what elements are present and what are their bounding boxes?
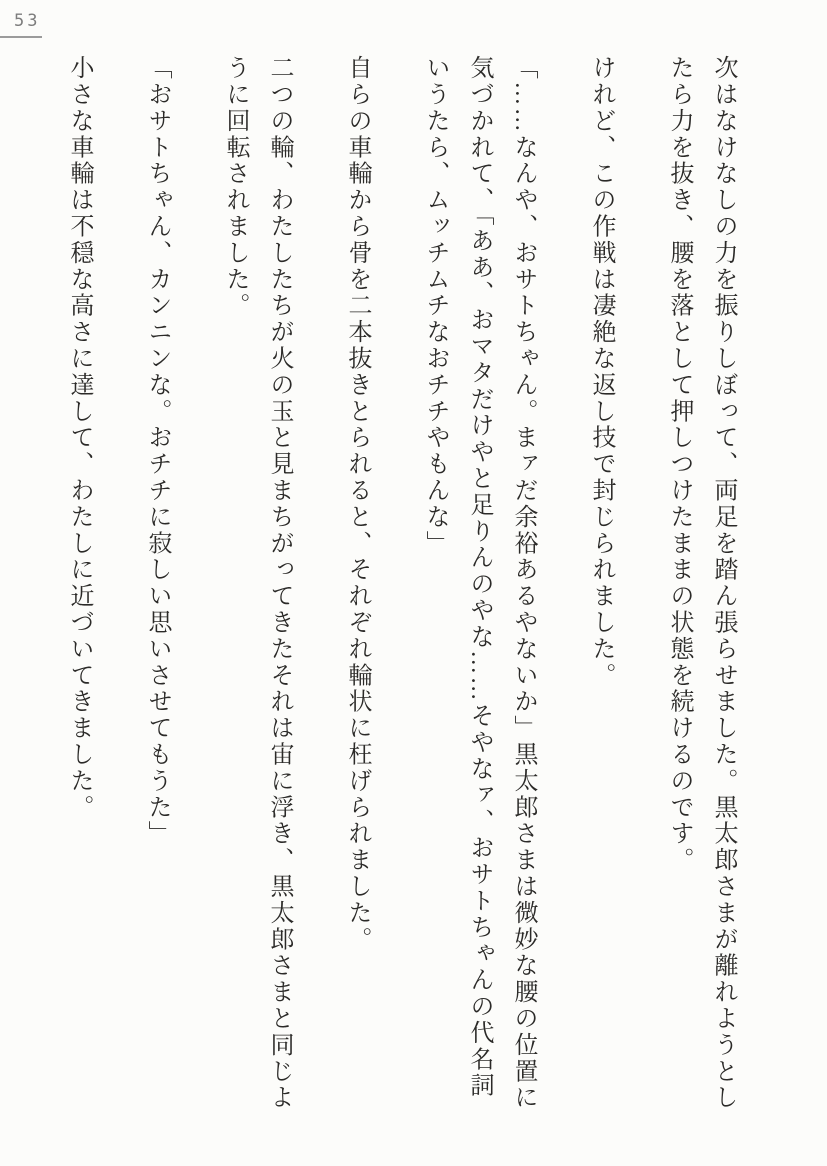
text-line: うに回転されました。 — [222, 55, 248, 319]
text-line: 自らの車輪から骨を二本抜きとられると、それぞれ輪状に枉げられました。 — [344, 55, 370, 953]
paragraph — [413, 55, 545, 1117]
text-line: 二つの輪、わたしたちが火の玉と見まちがってきたそれは宙に浮き、黒太郎さまと同じよ — [266, 55, 292, 1111]
text-line: 次はなけなしの力を振りしぼって、両足を踏ん張らせました。黒太郎さまが離れようとし — [710, 55, 736, 1111]
paragraph — [135, 55, 179, 1117]
text-line: 小さな車輪は不穏な高さに達して、わたしに近づいてきました。 — [66, 55, 92, 821]
text-line: 「おサトちゃん、カンニンな。おチチに寂しい思いさせてもうた」 — [144, 55, 170, 847]
text-line: 気づかれて、「ああ、おマタだけやと足りんのやな……そやなァ、おサトちゃんの代名詞 — [466, 55, 492, 1099]
page-number: 53 — [14, 11, 41, 31]
page-number-rule — [0, 36, 42, 38]
paragraph — [657, 55, 745, 1117]
paragraph — [335, 55, 379, 1117]
text-line: 「……なんや、おサトちゃん。まァだ余裕あるやないか」黒太郎さまは微妙な腰の位置に — [510, 55, 536, 1111]
paragraph — [579, 55, 623, 1117]
text-line: たら力を抜き、腰を落として押しつけたままの状態を続けるのです。 — [666, 55, 692, 874]
vertical-text-block — [57, 55, 745, 1117]
text-line: けれど、この作戦は凄絶な返し技で封じられました。 — [588, 55, 614, 689]
text-line: いうたら、ムッチムチなおチチやもんな」 — [422, 55, 448, 557]
paragraph — [213, 55, 301, 1117]
paragraph — [57, 55, 101, 1117]
